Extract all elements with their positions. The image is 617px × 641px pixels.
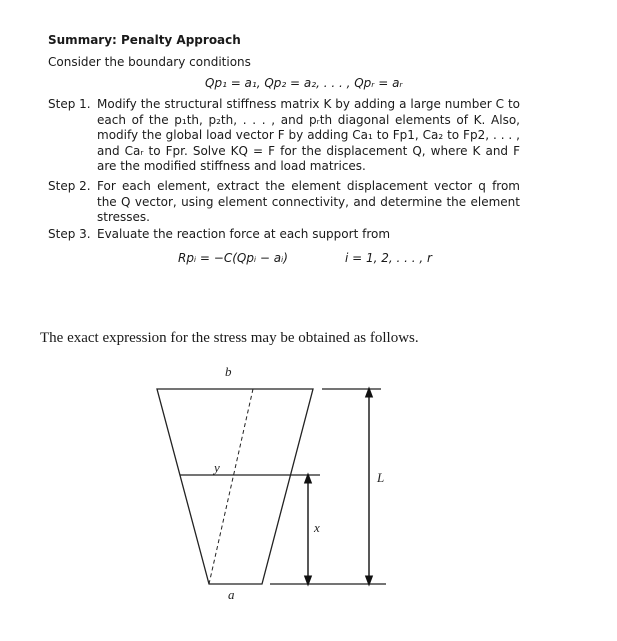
step-text: For each element, extract the element displacement vector q from the Q vector, using element connectivity, and determine the element stresses. [97, 179, 520, 225]
label-y: y [214, 460, 220, 475]
label-x: x [314, 520, 320, 535]
step-text: Evaluate the reaction force at each support from [97, 227, 391, 241]
caption: The exact expression for the stress may be obtained as follows. [40, 330, 419, 346]
boundary-equation: Qp₁ = a₁, Qp₂ = a₂, . . . , Qpᵣ = aᵣ [205, 76, 403, 90]
trapezoid-outline [157, 389, 313, 584]
label-a: a [228, 587, 235, 602]
intro-text: Consider the boundary conditions [48, 55, 251, 69]
step-label: Step 3. [48, 227, 91, 241]
step-text: Modify the structural stiffness matrix K by adding a large number C to each of the p₁th, p₂th, . . . , and pᵣth diagonal elements of K. Also, modify the global load vector F by adding Ca₁ to Fp1, Ca₂ to Fp2, . . . , and Caᵣ to Fpr. Solve KQ = F for the displacement Q, where K and F are the modified stiffness and load matrices. [97, 97, 520, 174]
label-L: L [377, 470, 385, 485]
reaction-equation: Rpᵢ = −C(Qpᵢ − aᵢ) [178, 251, 288, 265]
label-b: b [225, 364, 232, 379]
step-label: Step 2. [48, 179, 91, 193]
summary-title: Summary: Penalty Approach [48, 33, 241, 47]
step-label: Step 1. [48, 97, 91, 111]
centerline-dashed [209, 389, 253, 584]
reaction-range: i = 1, 2, . . . , r [345, 251, 432, 265]
